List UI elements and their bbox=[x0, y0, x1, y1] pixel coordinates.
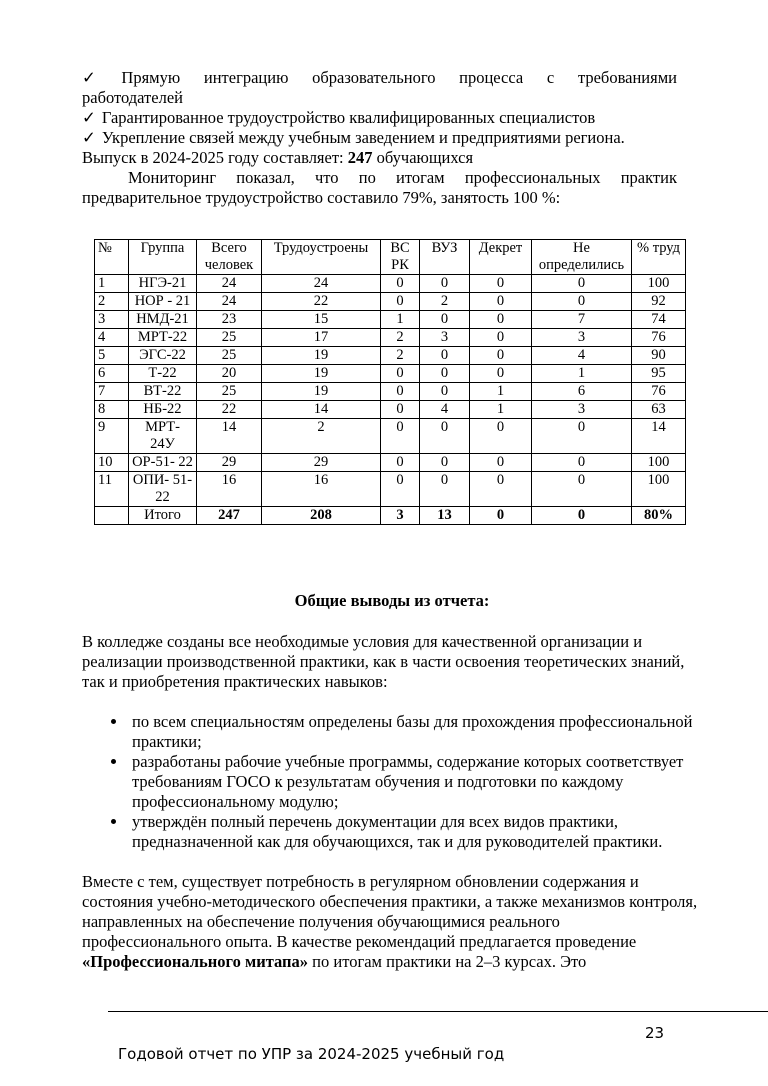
table-row bbox=[95, 329, 686, 347]
table-cell: 22 bbox=[262, 293, 381, 311]
list-item: • утверждён полный перечень документации для всех видов практики, предназначенной как для обучающихся, так и для руководителей практики. bbox=[128, 812, 702, 852]
table-cell: 24 bbox=[197, 275, 262, 293]
table-cell: 0 bbox=[470, 507, 532, 525]
table-cell: 1 bbox=[470, 401, 532, 419]
table-cell: 25 bbox=[197, 329, 262, 347]
table-cell: 5 bbox=[95, 347, 129, 365]
conclusions-paragraph-1: В колледже созданы все необходимые условия для качественной организации и реализации производственной практики, как в части освоения теоретических знаний, так и приобретения практических навыков: bbox=[82, 632, 685, 691]
table-cell: 16 bbox=[197, 472, 262, 507]
table-cell: 0 bbox=[470, 311, 532, 329]
table-cell: 0 bbox=[532, 293, 632, 311]
table-cell: 0 bbox=[381, 454, 420, 472]
table-row bbox=[95, 454, 686, 472]
table-cell: 76 bbox=[632, 329, 686, 347]
header-cell: ВС РК bbox=[381, 240, 420, 275]
table-cell: 0 bbox=[381, 401, 420, 419]
table-cell: 2 bbox=[381, 329, 420, 347]
table-cell: 0 bbox=[420, 275, 470, 293]
table-cell: 0 bbox=[470, 365, 532, 383]
table-cell: 0 bbox=[381, 293, 420, 311]
table-row bbox=[95, 419, 686, 454]
table-cell: 2 bbox=[95, 293, 129, 311]
table-cell: 1 bbox=[95, 275, 129, 293]
table-cell: 92 bbox=[632, 293, 686, 311]
benefit-line-2: ✓ Гарантированное трудоустройство квалифицированных специалистов bbox=[82, 108, 596, 127]
monitoring-line-b: предварительное трудоустройство составило 79%, занятость 100 %: bbox=[82, 188, 561, 207]
table-cell: 7 bbox=[95, 383, 129, 401]
meetup-name: «Профессионального митапа» bbox=[82, 952, 309, 971]
table-cell: 2 bbox=[381, 347, 420, 365]
table-cell: 0 bbox=[470, 329, 532, 347]
table-row bbox=[95, 472, 686, 507]
table-cell: 13 bbox=[420, 507, 470, 525]
table-cell: 0 bbox=[470, 347, 532, 365]
table-cell: 1 bbox=[381, 311, 420, 329]
table-cell: 2 bbox=[420, 293, 470, 311]
table-cell: 22 bbox=[197, 401, 262, 419]
table-cell: 0 bbox=[420, 383, 470, 401]
table-cell: 20 bbox=[197, 365, 262, 383]
table-row bbox=[95, 347, 686, 365]
check-icon: ✓ bbox=[82, 68, 116, 87]
table-cell: 14 bbox=[262, 401, 381, 419]
conclusions-paragraph-2: Вместе с тем, существует потребность в регулярном обновлении содержания и состояния учебно-методического обеспечения практики, а также механизмов контроля, направленных на обеспечение получения обучающимися реального профессионального опыта. В качестве рекомендаций предлагается проведение «Профессионального митапа» по итогам практики на 2–3 курсах. Это bbox=[82, 872, 698, 971]
table-cell: 0 bbox=[470, 472, 532, 507]
footer-divider bbox=[108, 1011, 768, 1012]
table-cell: 0 bbox=[381, 365, 420, 383]
header-cell: Трудоустроены bbox=[262, 240, 381, 275]
table-cell: 100 bbox=[632, 454, 686, 472]
table-cell: НГЭ-21 bbox=[129, 275, 197, 293]
table-cell: 15 bbox=[262, 311, 381, 329]
table-cell: 0 bbox=[381, 419, 420, 454]
table-cell: 1 bbox=[470, 383, 532, 401]
table-cell: 74 bbox=[632, 311, 686, 329]
table-row bbox=[95, 293, 686, 311]
table-cell: 9 bbox=[95, 419, 129, 454]
table-cell: 25 bbox=[197, 383, 262, 401]
table-cell: 19 bbox=[262, 383, 381, 401]
table-cell: 6 bbox=[95, 365, 129, 383]
table-cell: 3 bbox=[381, 507, 420, 525]
conclusions-section bbox=[82, 591, 702, 972]
table-cell: 25 bbox=[197, 347, 262, 365]
table-cell: 3 bbox=[420, 329, 470, 347]
table-cell: 0 bbox=[470, 275, 532, 293]
table-cell: 63 bbox=[632, 401, 686, 419]
table-cell: 24 bbox=[197, 293, 262, 311]
table-cell: 0 bbox=[420, 454, 470, 472]
table-cell: 29 bbox=[262, 454, 381, 472]
footer-text: Годовой отчет по УПР за 2024-2025 учебный год bbox=[118, 1045, 505, 1063]
table-cell: 4 bbox=[95, 329, 129, 347]
table-cell: МРТ- 24У bbox=[129, 419, 197, 454]
header-cell: Декрет bbox=[470, 240, 532, 275]
table-cell: 100 bbox=[632, 472, 686, 507]
table-cell: 6 bbox=[532, 383, 632, 401]
header-cell: Всего человек bbox=[197, 240, 262, 275]
table-cell: 0 bbox=[470, 454, 532, 472]
table-cell: 3 bbox=[532, 401, 632, 419]
table-cell: 14 bbox=[197, 419, 262, 454]
table-cell: 11 bbox=[95, 472, 129, 507]
employment-table bbox=[94, 239, 686, 525]
table-cell: 14 bbox=[632, 419, 686, 454]
check-icon: ✓ bbox=[82, 108, 96, 127]
benefit-line-3: ✓ Укрепление связей между учебным заведением и предприятиями региона. bbox=[82, 128, 625, 147]
table-header-row bbox=[95, 240, 686, 275]
table-cell: ОПИ- 51-22 bbox=[129, 472, 197, 507]
table-cell: Т-22 bbox=[129, 365, 197, 383]
table-cell: НМД-21 bbox=[129, 311, 197, 329]
list-item: • по всем специальностям определены базы для прохождения профессиональной практики; bbox=[128, 712, 702, 752]
table-cell: 0 bbox=[532, 454, 632, 472]
table-cell: 8 bbox=[95, 401, 129, 419]
table-cell: 23 bbox=[197, 311, 262, 329]
table-cell: 80% bbox=[632, 507, 686, 525]
table-cell: 0 bbox=[420, 311, 470, 329]
table-cell: НОР - 21 bbox=[129, 293, 197, 311]
table-cell: 7 bbox=[532, 311, 632, 329]
table-cell: 90 bbox=[632, 347, 686, 365]
table-cell: 0 bbox=[470, 293, 532, 311]
table-cell: 0 bbox=[532, 507, 632, 525]
table-cell: 0 bbox=[420, 347, 470, 365]
table-cell: 0 bbox=[420, 365, 470, 383]
table-cell: 0 bbox=[381, 383, 420, 401]
table-cell: 76 bbox=[632, 383, 686, 401]
table-cell: 0 bbox=[420, 472, 470, 507]
table-cell: 0 bbox=[532, 419, 632, 454]
list-item: • разработаны рабочие учебные программы, содержание которых соответствует требованиям ГОСО к результатам обучения и подготовки по каждому профессиональному модулю; bbox=[128, 752, 702, 812]
table-cell: 0 bbox=[381, 472, 420, 507]
table-cell: НБ-22 bbox=[129, 401, 197, 419]
benefit-line-1b: работодателей bbox=[82, 88, 183, 107]
conclusions-list bbox=[82, 712, 702, 852]
table-cell: ОР-51- 22 bbox=[129, 454, 197, 472]
table-cell: 3 bbox=[532, 329, 632, 347]
table-cell: 17 bbox=[262, 329, 381, 347]
table-cell: ВТ-22 bbox=[129, 383, 197, 401]
header-cell: Группа bbox=[129, 240, 197, 275]
conclusions-heading: Общие выводы из отчета: bbox=[294, 591, 490, 610]
header-cell: Не определились bbox=[532, 240, 632, 275]
check-icon: ✓ bbox=[82, 128, 96, 147]
table-cell: 3 bbox=[95, 311, 129, 329]
table-cell: 100 bbox=[632, 275, 686, 293]
table-cell: Итого bbox=[129, 507, 197, 525]
table-cell: 4 bbox=[420, 401, 470, 419]
table-row bbox=[95, 401, 686, 419]
table-cell: 95 bbox=[632, 365, 686, 383]
table-cell: 0 bbox=[381, 275, 420, 293]
table-row bbox=[95, 275, 686, 293]
table-cell: МРТ-22 bbox=[129, 329, 197, 347]
table-cell: 0 bbox=[532, 275, 632, 293]
intro-section bbox=[82, 68, 677, 208]
table-cell: ЭГС-22 bbox=[129, 347, 197, 365]
table-cell: 24 bbox=[262, 275, 381, 293]
table-total-row bbox=[95, 507, 686, 525]
table-cell bbox=[95, 507, 129, 525]
table-row bbox=[95, 383, 686, 401]
table-cell: 208 bbox=[262, 507, 381, 525]
release-count: 247 bbox=[347, 148, 373, 167]
table-cell: 4 bbox=[532, 347, 632, 365]
table-row bbox=[95, 311, 686, 329]
table-cell: 247 bbox=[197, 507, 262, 525]
table-cell: 0 bbox=[470, 419, 532, 454]
header-cell: ВУЗ bbox=[420, 240, 470, 275]
table-cell: 19 bbox=[262, 365, 381, 383]
header-cell: № bbox=[95, 240, 129, 275]
table-cell: 16 bbox=[262, 472, 381, 507]
table-cell: 2 bbox=[262, 419, 381, 454]
header-cell: % труд bbox=[632, 240, 686, 275]
page-number: 23 bbox=[645, 1024, 665, 1042]
table-cell: 0 bbox=[420, 419, 470, 454]
table-cell: 19 bbox=[262, 347, 381, 365]
release-line: Выпуск в 2024-2025 году составляет: 247 обучающихся bbox=[82, 148, 474, 167]
table-row bbox=[95, 365, 686, 383]
table-cell: 0 bbox=[532, 472, 632, 507]
table-cell: 10 bbox=[95, 454, 129, 472]
monitoring-line-a: Мониторинг показал, что по итогам профессиональных практик bbox=[128, 168, 677, 187]
benefit-line-1a: ✓ Прямую интеграцию образовательного процесса с требованиями bbox=[82, 68, 677, 87]
table-body bbox=[95, 275, 686, 525]
table-cell: 1 bbox=[532, 365, 632, 383]
table-cell: 29 bbox=[197, 454, 262, 472]
